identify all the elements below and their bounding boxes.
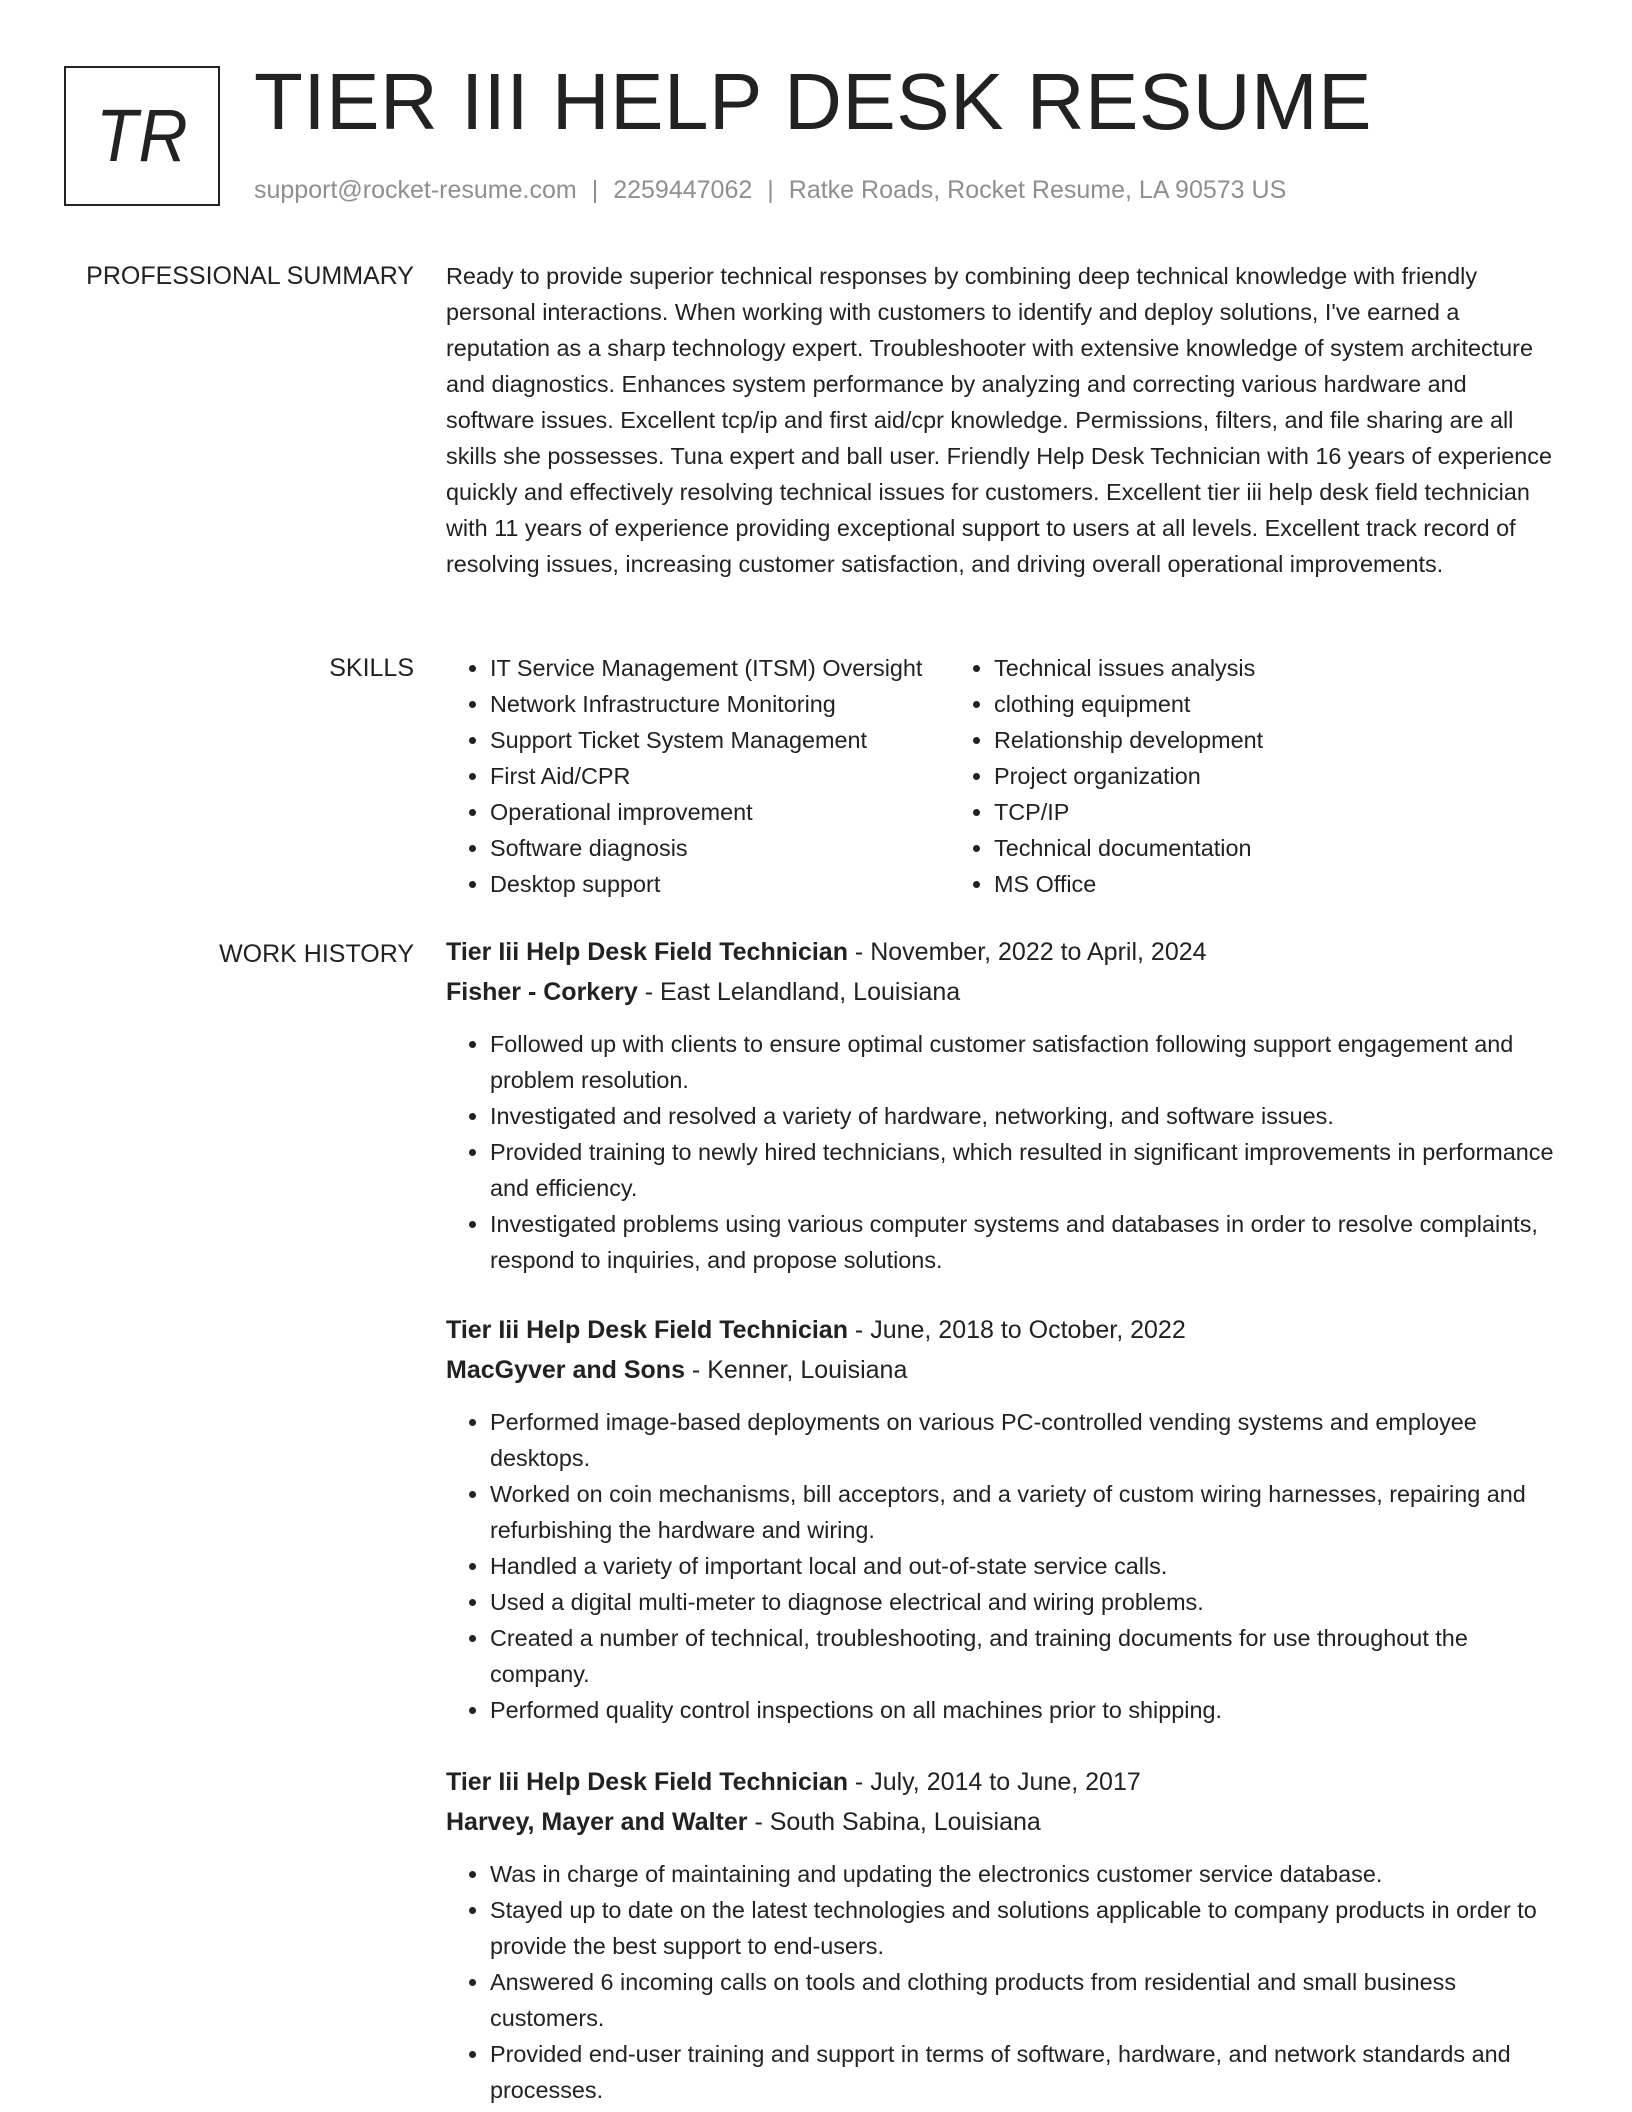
contact-phone[interactable]: 2259447062	[613, 176, 753, 204]
summary-text: Ready to provide superior technical responses by combining deep technical knowledge with friendly personal interactions. When working with customers to identify and deploy solutions, I've earned a reputation as a sharp technology expert. Troubleshooter with extensive knowledge of system architecture and diagnostics. Enhances system performance by analyzing and correcting various hardware and software issues. Excellent tcp/ip and first aid/cpr knowledge. Permissions, filters, and file sharing are all skills she possesses. Tuna expert and ball user. Friendly Help Desk Technician with 16 years of experience quickly and effectively resolving technical issues for customers. Excellent tier iii help desk field technician with 11 years of experience providing exceptional support to users at all levels. Excellent track record of resolving issues, increasing customer satisfaction, and driving overall operational improvements.	[446, 263, 1552, 577]
job-company: Harvey, Mayer and Walter	[446, 1808, 748, 1836]
job-bullet: • Provided end-user training and support in terms of software, hardware, and network standards and processes.	[490, 2036, 1556, 2108]
job-bullet: • Performed quality control inspections on all machines prior to shipping.	[490, 1692, 1556, 1728]
skills-body	[446, 650, 1556, 902]
job-company-line	[446, 1350, 1556, 1390]
job-bullet: • Provided training to newly hired technicians, which resulted in significant improvements in performance and efficiency.	[490, 1134, 1556, 1206]
job-bullet: • Was in charge of maintaining and updating the electronics customer service database.	[490, 1856, 1556, 1892]
skill-item: • Technical issues analysis	[994, 650, 1510, 686]
job-title-line	[446, 1310, 1556, 1350]
job-location: - Kenner, Louisiana	[684, 1356, 908, 1384]
job-company-line	[446, 1802, 1556, 1842]
contact-line	[254, 174, 1286, 206]
job-company-line	[446, 972, 1556, 1012]
job-entry	[446, 1762, 1556, 2108]
skill-item: • Relationship development	[994, 722, 1510, 758]
skill-item: • Support Ticket System Management	[490, 722, 950, 758]
contact-email[interactable]: support@rocket-resume.com	[254, 176, 577, 204]
job-company: Fisher - Corkery	[446, 978, 638, 1006]
job-bullet: • Used a digital multi-meter to diagnose electrical and wiring problems.	[490, 1584, 1556, 1620]
monogram-box	[64, 66, 220, 206]
job-title-line	[446, 932, 1556, 972]
job-title: Tier Iii Help Desk Field Technician	[446, 1316, 848, 1344]
job-bullet: • Worked on coin mechanisms, bill acceptors, and a variety of custom wiring harnesses, repairing and refurbishing the hardware and wiring.	[490, 1476, 1556, 1548]
skill-item: • Software diagnosis	[490, 830, 950, 866]
skill-item: • Operational improvement	[490, 794, 950, 830]
summary-heading: PROFESSIONAL SUMMARY	[86, 262, 414, 290]
monogram-initials: TR	[95, 93, 189, 177]
skill-item: • TCP/IP	[994, 794, 1510, 830]
job-dates: - June, 2018 to October, 2022	[847, 1316, 1186, 1344]
job-entry	[446, 1310, 1556, 1728]
skill-item: • First Aid/CPR	[490, 758, 950, 794]
job-bullet: • Handled a variety of important local and out-of-state service calls.	[490, 1548, 1556, 1584]
job-bullet: • Created a number of technical, troubleshooting, and training documents for use throughout the company.	[490, 1620, 1556, 1692]
job-bullet-list	[446, 1856, 1556, 2108]
job-bullet: • Followed up with clients to ensure optimal customer satisfaction following support engagement and problem resolution.	[490, 1026, 1556, 1098]
job-location: - South Sabina, Louisiana	[747, 1808, 1041, 1836]
skill-item: • MS Office	[994, 866, 1510, 902]
skill-item: • IT Service Management (ITSM) Oversight	[490, 650, 950, 686]
skill-item: • Desktop support	[490, 866, 950, 902]
skills-list-left	[446, 650, 950, 902]
summary-body	[446, 258, 1556, 582]
skills-heading: SKILLS	[329, 654, 414, 682]
contact-separator: |	[767, 176, 774, 204]
job-bullet: • Performed image-based deployments on various PC-controlled vending systems and employee desktops.	[490, 1404, 1556, 1476]
job-bullet-list	[446, 1026, 1556, 1278]
job-title-line	[446, 1762, 1556, 1802]
job-dates: - July, 2014 to June, 2017	[847, 1768, 1141, 1796]
skill-item: • Project organization	[994, 758, 1510, 794]
contact-address: Ratke Roads, Rocket Resume, LA 90573 US	[788, 176, 1287, 204]
work-history-heading: WORK HISTORY	[219, 940, 414, 968]
job-bullet: • Investigated problems using various computer systems and databases in order to resolve complaints, respond to inquiries, and propose solutions.	[490, 1206, 1556, 1278]
skill-item: • clothing equipment	[994, 686, 1510, 722]
job-bullet: • Investigated and resolved a variety of hardware, networking, and software issues.	[490, 1098, 1556, 1134]
resume-title: TIER III HELP DESK RESUME	[254, 57, 1372, 146]
job-dates: - November, 2022 to April, 2024	[847, 938, 1207, 966]
job-company: MacGyver and Sons	[446, 1356, 685, 1384]
job-title: Tier Iii Help Desk Field Technician	[446, 1768, 848, 1796]
skills-columns	[446, 650, 1556, 902]
job-bullet: • Answered 6 incoming calls on tools and clothing products from residential and small business customers.	[490, 1964, 1556, 2036]
job-entry	[446, 932, 1556, 1278]
contact-separator: |	[591, 176, 599, 204]
job-bullet: • Stayed up to date on the latest technologies and solutions applicable to company products in order to provide the best support to end-users.	[490, 1892, 1556, 1964]
job-title: Tier Iii Help Desk Field Technician	[446, 938, 848, 966]
job-bullet-list	[446, 1404, 1556, 1728]
skills-list-right	[950, 650, 1510, 902]
job-location: - East Lelandland, Louisiana	[637, 978, 961, 1006]
skill-item: • Technical documentation	[994, 830, 1510, 866]
skill-item: • Network Infrastructure Monitoring	[490, 686, 950, 722]
